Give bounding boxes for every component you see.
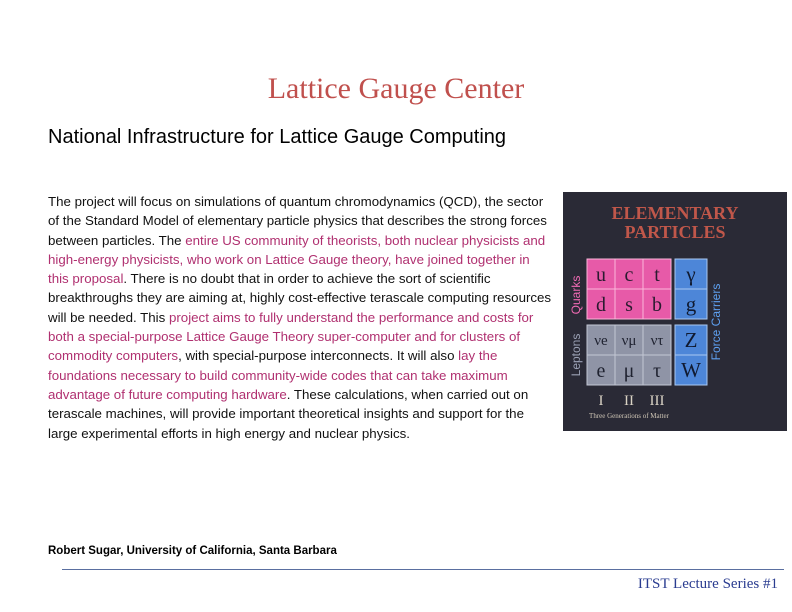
author-credit: Robert Sugar, University of California, Santa Barbara	[48, 545, 337, 557]
elementary-particles-image	[563, 192, 787, 431]
quark-d: d	[596, 294, 606, 316]
lepton-nu-tau: ντ	[650, 333, 664, 349]
generation-2: II	[624, 393, 634, 409]
generation-3: III	[649, 393, 665, 409]
quark-t: t	[654, 264, 660, 286]
slide-subtitle: National Infrastructure for Lattice Gauge Computing	[48, 126, 507, 148]
highlighted-text: entire US community of theorists, both nuclear physicists and high-energy physicists, who work on Lattice Gauge theory, have joined together in this proposal	[48, 232, 546, 287]
generations-caption: Three Generations of Matter	[589, 412, 669, 420]
lepton-mu: μ	[623, 360, 635, 382]
footer-divider	[62, 569, 784, 570]
lepton-e: e	[596, 360, 606, 382]
leptons-label: Leptons	[569, 333, 583, 377]
body-paragraph	[48, 192, 553, 443]
highlighted-text: project aims to fully understand the performance and costs for both a special-purpose Lattice Gauge Theory super-computer and for clusters of commodity computers	[48, 309, 534, 364]
quark-b: b	[652, 294, 662, 316]
lepton-tau: τ	[652, 360, 662, 382]
quarks-label: Quarks	[569, 275, 583, 315]
footer-series-label: ITST Lecture Series #1	[637, 576, 778, 592]
body-text: . There is no doubt that in order to achieve the sort of scientific breakthroughs they are aiming at, highly cost-effective terascale computing resources will be needed. This	[48, 271, 552, 325]
highlighted-text: lay the foundations necessary to build community-wide codes that can take maximum advantage of future computing hardware	[48, 348, 508, 402]
quark-c: c	[624, 264, 634, 286]
lepton-nu-mu: νμ	[621, 333, 637, 349]
body-text: The project will focus on simulations of quantum chromodynamics (QCD), the sector of the Standard Model of elementary particle physics that describes the strong forces between particles. The	[48, 194, 547, 248]
quark-u: u	[596, 264, 606, 286]
boson-z: Z	[684, 328, 698, 352]
image-heading-line2: PARTICLES	[624, 222, 726, 242]
image-heading-line1: ELEMENTARY	[611, 203, 739, 223]
force-carriers-label: Force Carriers	[709, 283, 723, 361]
boson-photon: γ	[686, 262, 696, 286]
lepton-nu-e: νe	[594, 333, 608, 349]
slide-title: Lattice Gauge Center	[267, 72, 525, 105]
body-text: , with special-purpose interconnects. It will also	[178, 348, 459, 364]
generation-1: I	[598, 393, 604, 409]
quark-s: s	[625, 294, 633, 316]
boson-gluon: g	[685, 292, 697, 316]
boson-w: W	[681, 358, 701, 382]
body-text: . These calculations, when carried out on terascale machines, will provide important theoretical insights and support for the large experimental efforts in high energy and nuclear physics.	[48, 386, 529, 441]
